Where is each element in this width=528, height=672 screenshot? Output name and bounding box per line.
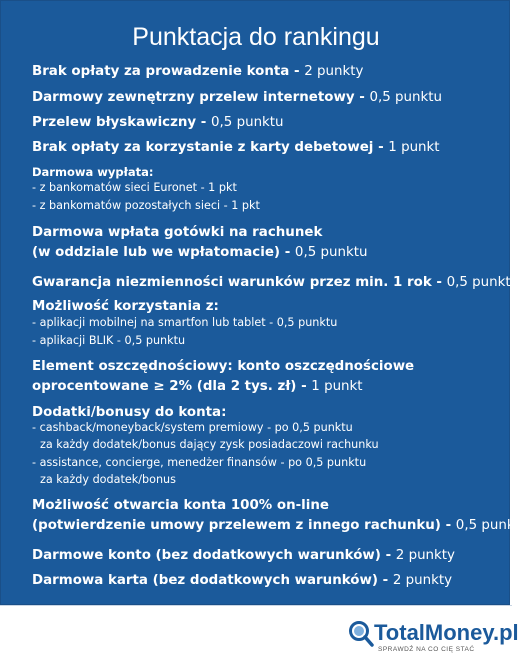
item-bonuses-cashback-cont: za każdy dodatek/bonus dający zysk posiadaczowi rachunku (40, 438, 379, 451)
item-online-opening-line2: (potwierdzenie umowy przelewem z innego rachunku) - 0,5 punktu (32, 518, 528, 533)
item-free-withdrawal-euronet: - z bankomatów sieci Euronet - 1 pkt (32, 181, 237, 194)
item-bonuses-cashback: - cashback/moneyback/system premiowy - po 0,5 punktu (32, 421, 353, 434)
item-free-card: Darmowa karta (bez dodatkowych warunków) - 2 punkty (32, 573, 453, 588)
item-cash-deposit-line2: (w oddziale lub we wpłatomacie) - 0,5 punktu (32, 245, 368, 260)
item-online-opening-line1: Możliwość otwarcia konta 100% on-line (32, 498, 329, 513)
item-account-fee: Brak opłaty za prowadzenie konta - 2 punkty (32, 64, 364, 79)
magnifier-coin-icon (348, 620, 374, 648)
item-bonuses: Dodatki/bonusy do konta: (32, 405, 227, 420)
footer (0, 605, 519, 672)
page-title: Punktacja do rankingu (132, 23, 380, 51)
item-apps-blik: - aplikacji BLIK - 0,5 punktu (32, 334, 186, 347)
item-free-account: Darmowe konto (bez dodatkowych warunków) - 2 punkty (32, 548, 455, 563)
item-terms-guarantee: Gwarancja niezmienności warunków przez min. 1 rok - 0,5 punktu (32, 275, 520, 290)
item-debit-card-fee: Brak opłaty za korzystanie z karty debetowej - 1 punkt (32, 140, 440, 155)
item-bonuses-assistance-cont: za każdy dodatek/bonus (40, 473, 176, 486)
item-free-withdrawal: Darmowa wypłata: (32, 165, 154, 179)
item-apps: Możliwość korzystania z: (32, 299, 219, 314)
item-bonuses-assistance: - assistance, concierge, menedżer finansów - po 0,5 punktu (32, 456, 367, 469)
logo-text: TotalMoney.pl (374, 620, 519, 645)
logo-tagline: SPRAWDŹ NA CO CIĘ STAĆ (378, 646, 475, 653)
item-free-withdrawal-other: - z bankomatów pozostałych sieci - 1 pkt (32, 199, 260, 212)
item-external-transfer: Darmowy zewnętrzny przelew internetowy - 0,5 punktu (32, 90, 442, 105)
item-apps-mobile: - aplikacji mobilnej na smartfon lub tablet - 0,5 punktu (32, 316, 338, 329)
item-savings-line1: Element oszczędnościowy: konto oszczędnościowe (32, 359, 415, 374)
item-instant-transfer: Przelew błyskawiczny - 0,5 punktu (32, 115, 284, 130)
totalmoney-logo (348, 620, 519, 654)
item-cash-deposit-line1: Darmowa wpłata gotówki na rachunek (32, 225, 323, 240)
item-savings-line2: oprocentowane ≥ 2% (dla 2 tys. zł) - 1 punkt (32, 379, 363, 394)
